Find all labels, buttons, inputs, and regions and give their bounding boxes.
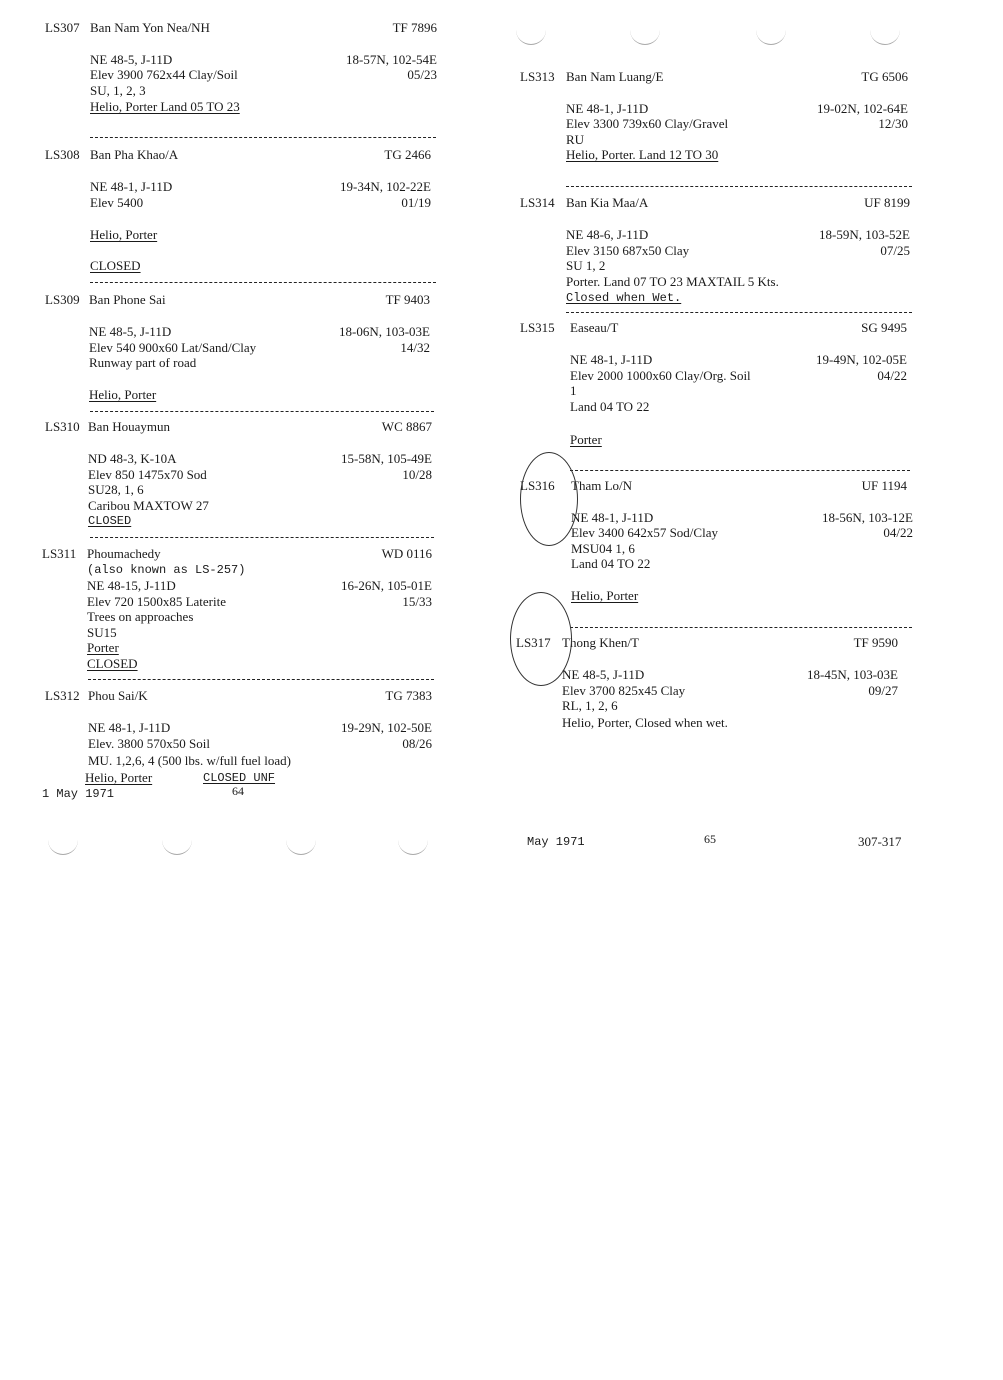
- elevation-runway: Elev 3300 739x60 Clay/Gravel: [566, 116, 729, 131]
- entry-separator: [566, 186, 912, 187]
- map-sheet: ND 48-3, K-10A: [88, 451, 177, 466]
- punch-hole: [286, 838, 316, 855]
- aircraft-notes: Helio, Porter. Land 12 TO 30: [566, 147, 719, 162]
- entry-separator: [570, 470, 910, 471]
- elevation-runway: Elev 3900 762x44 Clay/Soil: [90, 67, 238, 82]
- supply-code: RU: [566, 132, 585, 147]
- map-sheet: NE 48-1, J-11D: [570, 352, 653, 367]
- aircraft-notes: Caribou MAXTOW 27: [88, 498, 209, 513]
- map-sheet: NE 48-5, J-11D: [89, 324, 172, 339]
- grid-reference: UF 1194: [861, 478, 907, 493]
- grid-reference: TF 9403: [385, 292, 430, 307]
- aircraft-notes: Helio, Porter Land 05 TO 23: [90, 99, 240, 114]
- site-name: Tham Lo/N: [571, 478, 633, 493]
- site-name: Easeau/T: [570, 320, 619, 335]
- footer-date: 1 May 1971: [42, 787, 115, 801]
- runway-heading: 05/23: [407, 67, 437, 82]
- coordinates: 18-56N, 103-12E: [822, 510, 913, 525]
- runway-note: Runway part of road: [89, 355, 197, 370]
- footer-date: May 1971: [527, 835, 585, 849]
- supply-code: 1: [570, 383, 577, 398]
- runway-heading: 08/26: [402, 736, 432, 751]
- coordinates: 15-58N, 105-49E: [341, 451, 432, 466]
- grid-reference: TF 7896: [392, 20, 437, 35]
- grid-reference: SG 9495: [861, 320, 907, 335]
- site-code: LS316: [520, 478, 555, 493]
- entry-separator: [566, 312, 912, 313]
- punch-hole: [516, 28, 546, 45]
- entry-separator: [570, 627, 912, 628]
- supply-code: SU15: [87, 625, 117, 640]
- map-sheet: NE 48-1, J-11D: [88, 720, 171, 735]
- punch-hole: [870, 28, 900, 45]
- grid-reference: WD 0116: [381, 546, 432, 561]
- grid-reference: TG 6506: [861, 69, 908, 84]
- site-name: Ban Phone Sai: [89, 292, 166, 307]
- coordinates: 19-49N, 102-05E: [816, 352, 907, 367]
- elevation-runway: Elev 5400: [90, 195, 144, 210]
- site-code: LS308: [45, 147, 80, 162]
- runway-heading: 15/33: [402, 594, 432, 609]
- grid-reference: UF 8199: [864, 195, 910, 210]
- site-code: LS314: [520, 195, 555, 210]
- runway-heading: 12/30: [878, 116, 908, 131]
- site-code: LS313: [520, 69, 555, 84]
- runway-heading: 04/22: [883, 525, 913, 540]
- grid-reference: TF 9590: [853, 635, 898, 650]
- status-closed: CLOSED: [87, 656, 138, 671]
- runway-heading: 10/28: [402, 467, 432, 482]
- coordinates: 19-02N, 102-64E: [817, 101, 908, 116]
- entry-separator: [90, 537, 434, 538]
- site-code: LS315: [520, 320, 555, 335]
- map-sheet: NE 48-1, J-11D: [566, 101, 649, 116]
- elevation-runway: Elev 3400 642x57 Sod/Clay: [571, 525, 718, 540]
- map-sheet: NE 48-1, J-11D: [90, 179, 173, 194]
- site-name: Phou Sai/K: [88, 688, 148, 703]
- landing-direction: Land 04 TO 22: [570, 399, 650, 414]
- supply-code: SU28, 1, 6: [88, 482, 144, 497]
- elevation-runway: Elev. 3800 570x50 Soil: [88, 736, 210, 751]
- landing-direction: Land 04 TO 22: [571, 556, 651, 571]
- coordinates: 18-06N, 103-03E: [339, 324, 430, 339]
- runway-heading: 04/22: [877, 368, 907, 383]
- aircraft-notes: Porter. Land 07 TO 23 MAXTAIL 5 Kts.: [566, 274, 779, 289]
- punch-hole: [630, 28, 660, 45]
- elevation-runway: Elev 720 1500x85 Laterite: [87, 594, 226, 609]
- runway-heading: 14/32: [400, 340, 430, 355]
- status-closed: CLOSED: [88, 514, 132, 528]
- entry-separator: [90, 137, 436, 138]
- grid-reference: TG 7383: [385, 688, 432, 703]
- page-number: 65: [704, 832, 716, 846]
- elevation-runway: Elev 2000 1000x60 Clay/Org. Soil: [570, 368, 751, 383]
- runway-heading: 09/27: [868, 683, 898, 698]
- coordinates: 18-57N, 102-54E: [346, 52, 437, 67]
- map-sheet: NE 48-5, J-11D: [562, 667, 645, 682]
- punch-hole: [162, 838, 192, 855]
- hand-drawn-circle: [520, 452, 578, 546]
- site-code: LS307: [45, 20, 80, 35]
- punch-hole: [48, 838, 78, 855]
- coordinates: 16-26N, 105-01E: [341, 578, 432, 593]
- coordinates: 18-45N, 103-03E: [807, 667, 898, 682]
- elevation-runway: Elev 3150 687x50 Clay: [566, 243, 690, 258]
- entry-separator: [90, 411, 434, 412]
- site-name: Ban Nam Luang/E: [566, 69, 664, 84]
- punch-hole: [756, 28, 786, 45]
- site-code: LS310: [45, 419, 80, 434]
- map-sheet: NE 48-5, J-11D: [90, 52, 173, 67]
- aircraft-notes: Helio, Porter: [85, 770, 153, 785]
- site-name: Ban Kia Maa/A: [566, 195, 649, 210]
- grid-reference: TG 2466: [384, 147, 431, 162]
- coordinates: 19-34N, 102-22E: [340, 179, 431, 194]
- status-closed: CLOSED: [90, 258, 141, 273]
- site-code: LS317: [516, 635, 551, 650]
- alias-note: (also known as LS-257): [87, 563, 246, 577]
- map-sheet: NE 48-1, J-11D: [571, 510, 654, 525]
- supply-code: SU 1, 2: [566, 258, 606, 273]
- site-name: Ban Nam Yon Nea/NH: [90, 20, 210, 35]
- site-code: LS312: [45, 688, 80, 703]
- site-code: LS311: [42, 546, 77, 561]
- site-code: LS309: [45, 292, 80, 307]
- elevation-runway: Elev 3700 825x45 Clay: [562, 683, 686, 698]
- runway-heading: 01/19: [401, 195, 431, 210]
- supply-code: SU, 1, 2, 3: [90, 83, 146, 98]
- map-sheet: NE 48-15, J-11D: [87, 578, 176, 593]
- coordinates: 19-29N, 102-50E: [341, 720, 432, 735]
- site-name: Thong Khen/T: [562, 635, 639, 650]
- page-number: 64: [232, 784, 244, 798]
- map-sheet: NE 48-6, J-11D: [566, 227, 649, 242]
- elevation-runway: Elev 540 900x60 Lat/Sand/Clay: [89, 340, 257, 355]
- site-name: Ban Pha Khao/A: [90, 147, 179, 162]
- status-closed-unf: CLOSED UNF: [203, 771, 276, 785]
- status-closed-wet: Closed when Wet.: [566, 291, 682, 305]
- supply-code: RL, 1, 2, 6: [562, 698, 618, 713]
- page-range: 307-317: [858, 834, 902, 849]
- punch-hole: [398, 838, 428, 855]
- supply-code: MSU04 1, 6: [571, 541, 635, 556]
- site-name: Ban Houaymun: [88, 419, 170, 434]
- hand-drawn-circle: [510, 592, 572, 686]
- entry-separator: [88, 679, 434, 680]
- supply-code: MU. 1,2,6, 4 (500 lbs. w/full fuel load): [88, 753, 291, 768]
- aircraft-notes: Helio, Porter: [571, 588, 639, 603]
- site-name: Phoumachedy: [87, 546, 161, 561]
- coordinates: 18-59N, 103-52E: [819, 227, 910, 242]
- right-page: [490, 0, 1003, 900]
- grid-reference: WC 8867: [381, 419, 432, 434]
- runway-heading: 07/25: [880, 243, 910, 258]
- aircraft-notes: Porter: [87, 640, 119, 655]
- approach-note: Trees on approaches: [87, 609, 194, 624]
- entry-separator: [90, 282, 436, 283]
- aircraft-notes: Helio, Porter: [89, 387, 157, 402]
- aircraft-notes: Helio, Porter, Closed when wet.: [562, 715, 728, 730]
- aircraft-notes: Helio, Porter: [90, 227, 158, 242]
- aircraft-notes: Porter: [570, 432, 602, 447]
- left-page: [0, 0, 470, 900]
- elevation-runway: Elev 850 1475x70 Sod: [88, 467, 207, 482]
